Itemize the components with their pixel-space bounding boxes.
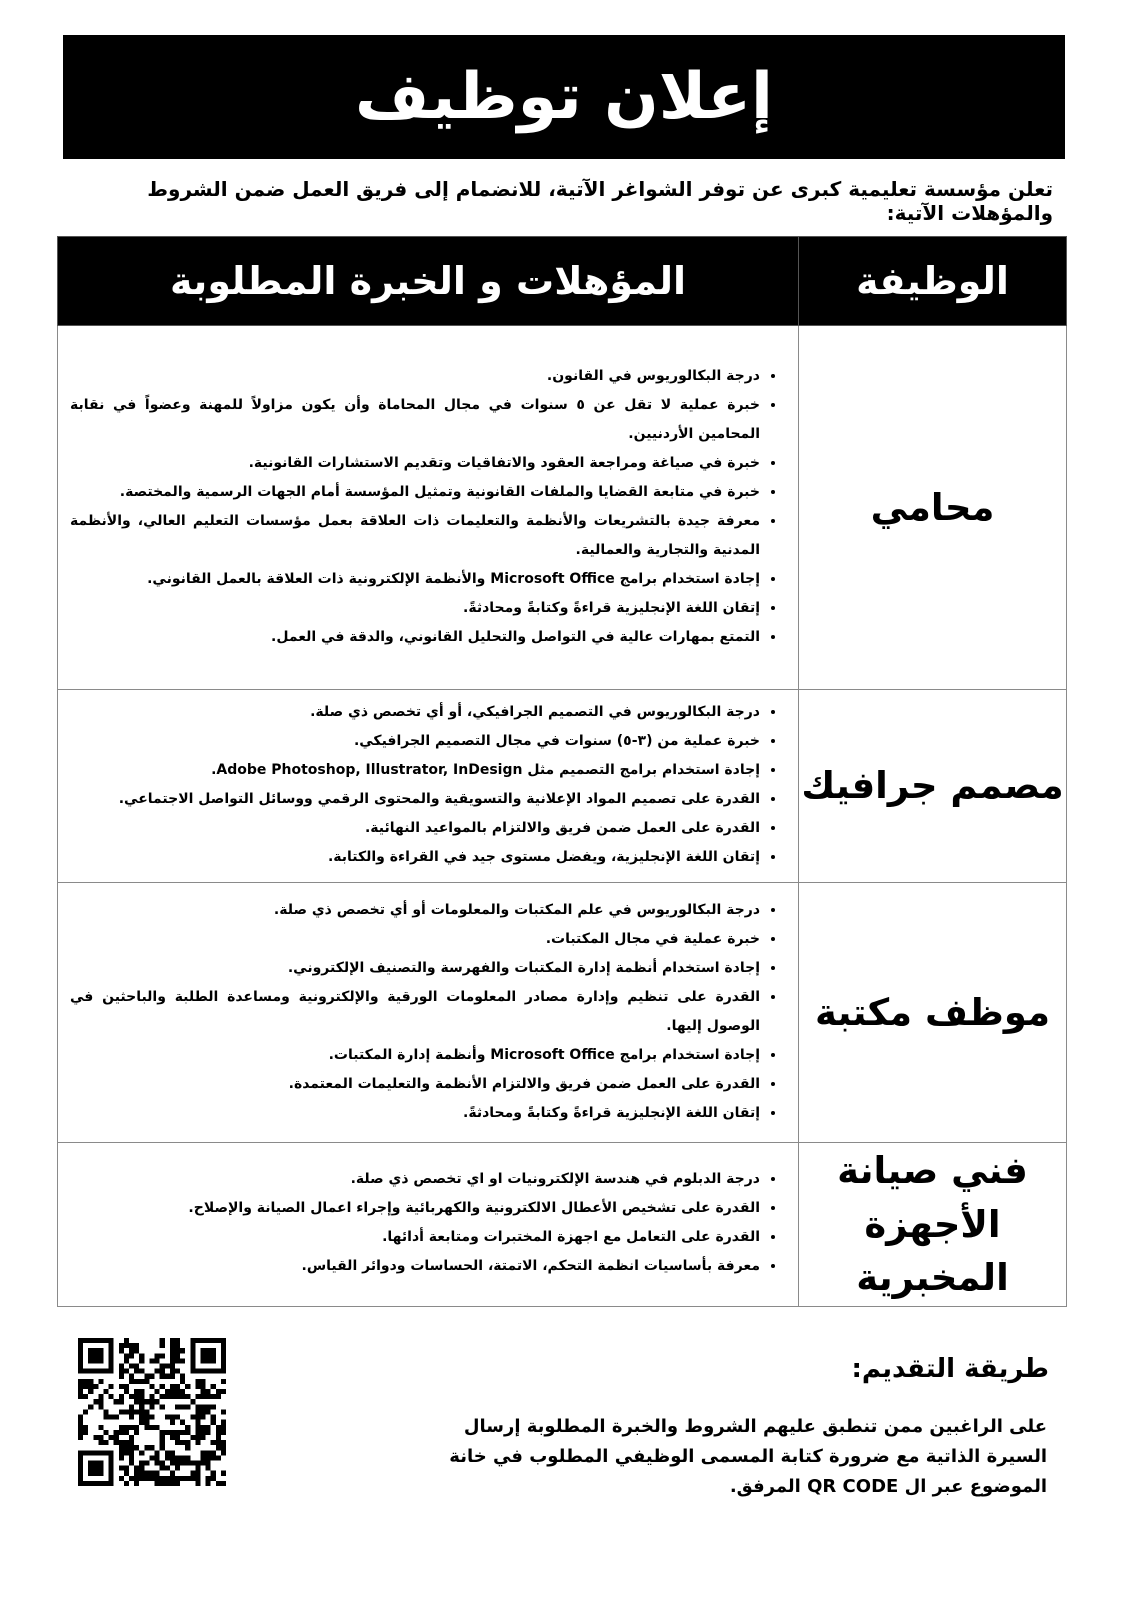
requirements-cell (58, 690, 799, 883)
requirement-item: • إجادة استخدام برامج Microsoft Office وأنظمة إدارة المكتبات. (70, 1041, 760, 1070)
jobs-table (57, 236, 1067, 1307)
requirement-item: • القدرة على العمل ضمن فريق والالتزام بالمواعيد النهائية. (70, 814, 760, 843)
requirement-item: • خبرة عملية في مجال المكتبات. (70, 925, 760, 954)
table-header-row (58, 237, 1067, 326)
job-title: محامي (799, 326, 1067, 690)
requirements-list (70, 362, 786, 652)
requirement-item: • القدرة على تنظيم وإدارة مصادر المعلومات الورقية والإلكترونية ومساعدة الطلبة والباحثين في الوصول إليها. (70, 983, 760, 1041)
qr-code[interactable] (78, 1338, 226, 1486)
requirement-item: • القدرة على العمل ضمن فريق والالتزام الأنظمة والتعليمات المعتمدة. (70, 1070, 760, 1099)
requirement-item: • خبرة عملية من (٣-٥) سنوات في مجال التصميم الجرافيكي. (70, 727, 760, 756)
header-job: الوظيفة (799, 237, 1067, 326)
requirements-list (70, 896, 786, 1128)
requirement-item: • خبرة في متابعة القضايا والملفات القانونية وتمثيل المؤسسة أمام الجهات الرسمية والمختصة. (70, 478, 760, 507)
requirement-item: • درجة البكالوريوس في القانون. (70, 362, 760, 391)
job-title: فني صيانة الأجهزة المخبرية (799, 1143, 1067, 1307)
job-row-librarian (58, 883, 1067, 1143)
intro-text: تعلن مؤسسة تعليمية كبرى عن توفر الشواغر الآتية، للانضمام إلى فريق العمل ضمن الشروط والمؤهلات الآتية: (147, 177, 1053, 225)
requirement-item: • إجادة استخدام برامج التصميم مثل Adobe Photoshop, Illustrator, InDesign. (70, 756, 760, 785)
requirement-item: • القدرة على التعامل مع اجهزة المختبرات ومتابعة أدائها. (70, 1223, 760, 1252)
requirement-item: • درجة البكالوريوس في علم المكتبات والمعلومات أو أي تخصص ذي صلة. (70, 896, 760, 925)
apply-instructions: على الراغبين ممن تنطبق عليهم الشروط والخبرة المطلوبة إرسال السيرة الذاتية مع ضرورة كتابة المسمى الوظيفي المطلوب في خانة الموضوع عبر ال QR CODE المرفق. (449, 1416, 1047, 1497)
announcement-title-banner (63, 35, 1065, 159)
requirement-item: • درجة الدبلوم في هندسة الإلكترونيات او اي تخصص ذي صلة. (70, 1165, 760, 1194)
requirement-item: • إتقان اللغة الإنجليزية قراءةً وكتابةً ومحادثةً. (70, 1099, 760, 1128)
job-title: موظف مكتبة (799, 883, 1067, 1143)
requirements-cell (58, 883, 799, 1143)
requirement-item: • معرفة بأساسيات انظمة التحكم، الاتمتة، الحساسات ودوائر القياس. (70, 1252, 760, 1281)
requirement-item: • التمتع بمهارات عالية في التواصل والتحليل القانوني، والدقة في العمل. (70, 623, 760, 652)
requirement-item: • إتقان اللغة الإنجليزية قراءةً وكتابةً ومحادثةً. (70, 594, 760, 623)
apply-title: طريقة التقديم: (851, 1354, 1049, 1384)
header-requirements: المؤهلات و الخبرة المطلوبة (58, 237, 799, 326)
requirement-item: • درجة البكالوريوس في التصميم الجرافيكي، أو أي تخصص ذي صلة. (70, 698, 760, 727)
job-row-lawyer (58, 326, 1067, 690)
requirements-list (70, 698, 786, 872)
requirement-item: • إتقان اللغة الإنجليزية، ويفضل مستوى جيد في القراءة والكتابة. (70, 843, 760, 872)
requirement-item: • خبرة عملية لا تقل عن ٥ سنوات في مجال المحاماة وأن يكون مزاولاً للمهنة وعضواً في نقابة المحامين الأردنيين. (70, 391, 760, 449)
requirement-item: • معرفة جيدة بالتشريعات والأنظمة والتعليمات ذات العلاقة بعمل مؤسسات التعليم العالي، والأنظمة المدنية والتجارية والعمالية. (70, 507, 760, 565)
requirement-item: • القدرة على تشخيص الأعطال الالكترونية والكهربائية وإجراء اعمال الصيانة والإصلاح. (70, 1194, 760, 1223)
requirement-item: • خبرة في صياغة ومراجعة العقود والاتفاقيات وتقديم الاستشارات القانونية. (70, 449, 760, 478)
page-title: إعلان توظيف (355, 60, 773, 134)
job-row-lab-technician (58, 1143, 1067, 1307)
requirement-item: • القدرة على تصميم المواد الإعلانية والتسويقية والمحتوى الرقمي ووسائل التواصل الاجتماعي. (70, 785, 760, 814)
job-row-graphic-designer (58, 690, 1067, 883)
requirement-item: • إجادة استخدام أنظمة إدارة المكتبات والفهرسة والتصنيف الإلكتروني. (70, 954, 760, 983)
requirements-cell (58, 1143, 799, 1307)
job-title: مصمم جرافيك (799, 690, 1067, 883)
requirements-cell (58, 326, 799, 690)
requirements-list (70, 1165, 786, 1281)
requirement-item: • إجادة استخدام برامج Microsoft Office والأنظمة الإلكترونية ذات العلاقة بالعمل القانوني. (70, 565, 760, 594)
